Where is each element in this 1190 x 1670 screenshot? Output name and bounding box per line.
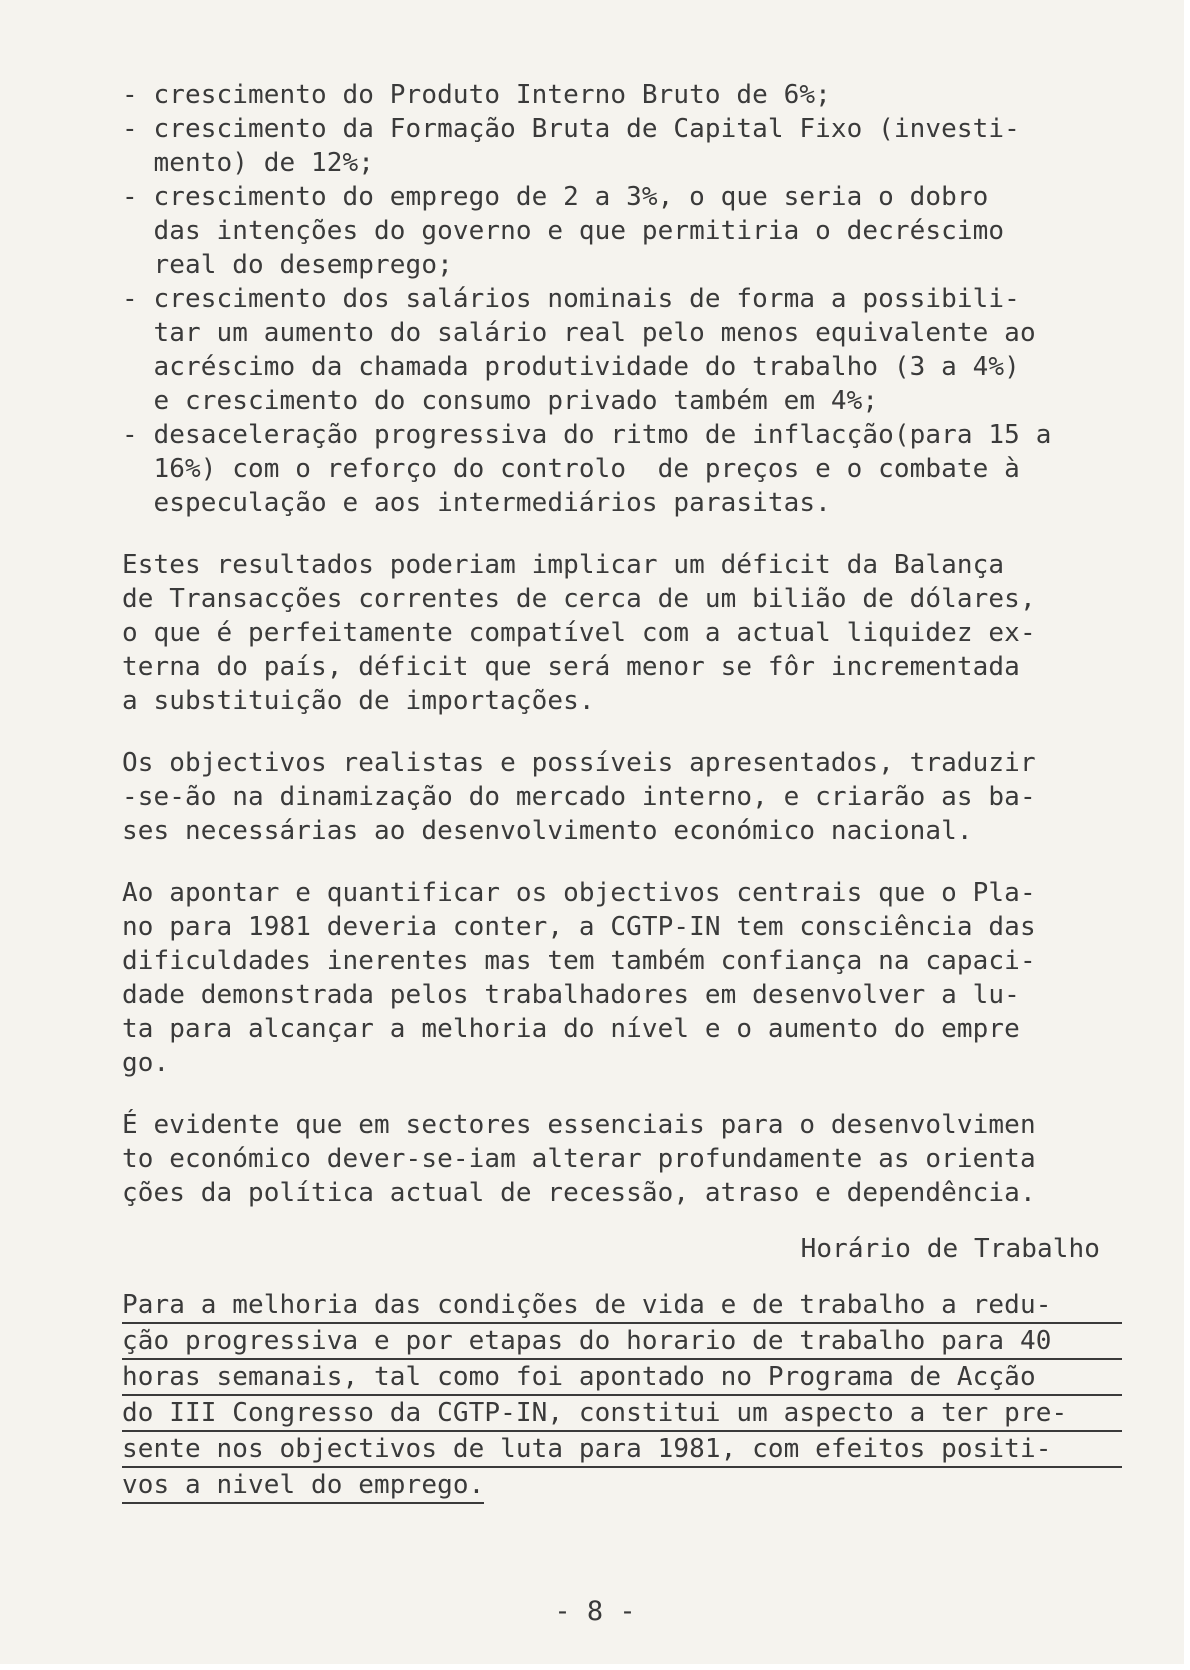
- list-item: - crescimento do Produto Interno Bruto de 6%;: [122, 80, 831, 110]
- list-item: - crescimento da Formação Bruta de Capital Fixo (investi- mento) de 12%;: [122, 114, 1020, 178]
- list-item: - crescimento do emprego de 2 a 3%, o que seria o dobro das intenções do governo e que permitiria o decréscimo real do desemprego;: [122, 182, 1005, 280]
- paragraph-sectors: É evidente que em sectores essenciais para o desenvolvimen to económico dever-se-iam alterar profundamente as orienta ções da política actual de recessão, atraso e dependência.: [122, 1110, 1036, 1208]
- list-item: - desaceleração progressiva do ritmo de inflacção(para 15 a 16%) com o reforço do controlo de preços e o combate à especulação e aos intermediários parasitas.: [122, 420, 1052, 518]
- paragraph-cgtp-plan: Ao apontar e quantificar os objectivos centrais que o Pla- no para 1981 deveria conter, a CGTP-IN tem consciência das dificuldades inerentes mas tem também confiança na capaci- dade demonstrada pelos trabalhadores em desenvolver a lu- ta para alcançar a melhoria do nível e o aumento do empre go.: [122, 878, 1036, 1078]
- document-body: [122, 78, 1122, 1504]
- objectives-list: [122, 78, 1122, 520]
- list-item: - crescimento dos salários nominais de forma a possibili- tar um aumento do salário real pelo menos equivalente ao acréscimo da chamada produtividade do trabalho (3 a 4%) e crescimento do consumo privado também em 4%;: [122, 284, 1036, 416]
- page-number: - 8 -: [554, 1596, 636, 1627]
- section-heading: Horário de Trabalho: [800, 1234, 1100, 1264]
- paragraph-working-hours: Para a melhoria das condições de vida e de trabalho a redu- ção progressiva e por etapas do horario de trabalho para 40 horas semanais, tal como foi apontado no Programa de Acção do III Congresso da CGTP-IN, constitui um aspecto a ter pre- sente nos objectivos de luta para 1981, com efeitos positi- vos a nivel do emprego.: [122, 1288, 1122, 1504]
- paragraph-objectives: Os objectivos realistas e possíveis apresentados, traduzir -se-ão na dinamização do mercado interno, e criarão as ba- ses necessárias ao desenvolvimento económico nacional.: [122, 748, 1036, 846]
- paragraph-balance-deficit: Estes resultados poderiam implicar um déficit da Balança de Transacções correntes de cerca de um bilião de dólares, o que é perfeitamente compatível com a actual liquidez ex- terna do país, déficit que será menor se fôr incrementada a substituição de importações.: [122, 550, 1036, 716]
